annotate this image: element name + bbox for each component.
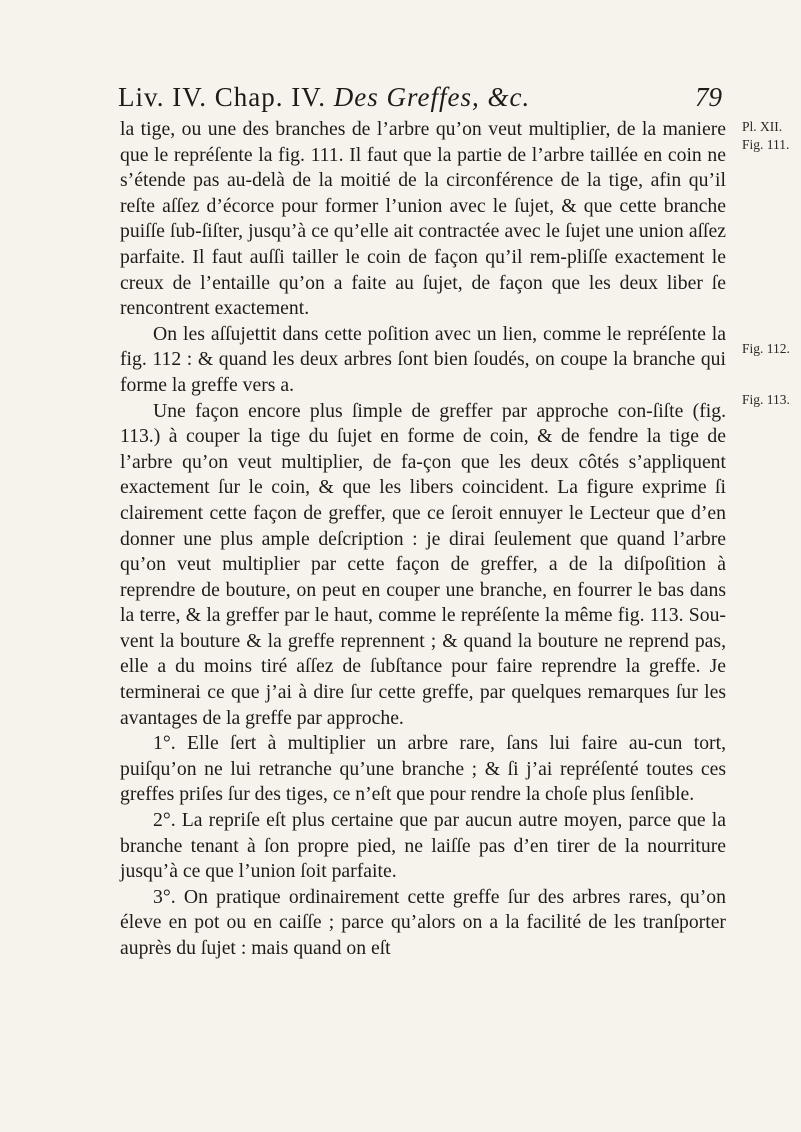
running-head — [118, 82, 530, 113]
margin-note-fig-112: Fig. 112. — [742, 341, 790, 356]
margin-note-fig-111: Fig. 111. — [742, 137, 790, 152]
paragraph-2: On les aſſujettit dans cette poſition avec un lien, comme le repréſente la fig. 112 : & quand les deux arbres ſont bien ſoudés, on coupe la branche qui forme la greffe vers a. — [120, 322, 726, 396]
paragraph-1: la tige, ou une des branches de l’arbre qu’on veut multiplier, de la maniere que le repréſente la fig. 111. Il faut que la partie de l’arbre taillée en coin ne s’étende pas au-delà de la moitié de la circonférence de la tige, afin qu’il reſte aſſez d’écorce pour former l’union avec le ſujet, & que cette branche puiſſe ſub-ſiſter, jusqu’à ce qu’elle ait contractée avec le ſujet une union aſſez parfaite. Il faut auſſi tailler le coin de façon qu’il rem-pliſſe exactement le creux de l’entaille qu’on a faite au ſujet, de façon que les deux liber ſe rencontrent exactement. — [120, 118, 726, 320]
paragraph-4: 1°. Elle ſert à multiplier un arbre rare, ſans lui faire au-cun tort, puiſqu’on ne lui retranche qu’une branche ; & ſi j’ai repréſenté toutes ces greffes priſes ſur des tiges, ce n’eſt que pour rendre la choſe plus ſenſible. — [120, 732, 726, 806]
margin-note-fig-113: Fig. 113. — [742, 392, 790, 407]
body-text — [120, 117, 726, 962]
running-head-chapter: Liv. IV. Chap. IV. — [118, 82, 327, 112]
running-head-title: Des Greffes, &c. — [333, 82, 531, 112]
page-header — [118, 82, 722, 118]
paragraph-6: 3°. On pratique ordinairement cette greffe ſur des arbres rares, qu’on éleve en pot ou en caiſſe ; parce qu’alors on a la facilité de les tranſporter auprès du ſujet : mais quand on eſt — [120, 885, 726, 959]
margin-note-plate: Pl. XII. — [742, 119, 783, 134]
paragraph-5: 2°. La repriſe eſt plus certaine que par aucun autre moyen, parce que la branche tenant à ſon propre pied, ne laiſſe pas d’en tirer de la nourriture jusqu’à ce que l’union ſoit parfaite. — [120, 809, 726, 883]
paragraph-3: Une façon encore plus ſimple de greffer par approche con-ſiſte (fig. 113.) à couper la tige du ſujet en forme de coin, & de fendre la tige de l’arbre qu’on veut multiplier, de fa-çon que les deux côtés s’appliquent exactement ſur le coin, & que les libers coincident. La figure exprime ſi clairement cette façon de greffer, que ce ſeroit ennuyer le Lecteur que d’en donner une plus ample deſcription : je dirai ſeulement que quand l’arbre qu’on veut multiplier par cette façon de greffer, a de la diſpoſition à reprendre de bouture, on peut en couper une branche, en fourrer le bas dans la terre, & la greffer par le haut, comme le repréſente la même fig. 113. Sou-vent la bouture & la greffe reprennent ; & quand la bouture ne reprend pas, elle a du moins tiré aſſez de ſubſtance pour faire reprendre la greffe. Je terminerai ce que j’ai à dire ſur cette greffe, par quelques remarques ſur les avantages de la greffe par approche. — [120, 399, 726, 729]
page-number: 79 — [695, 82, 722, 112]
